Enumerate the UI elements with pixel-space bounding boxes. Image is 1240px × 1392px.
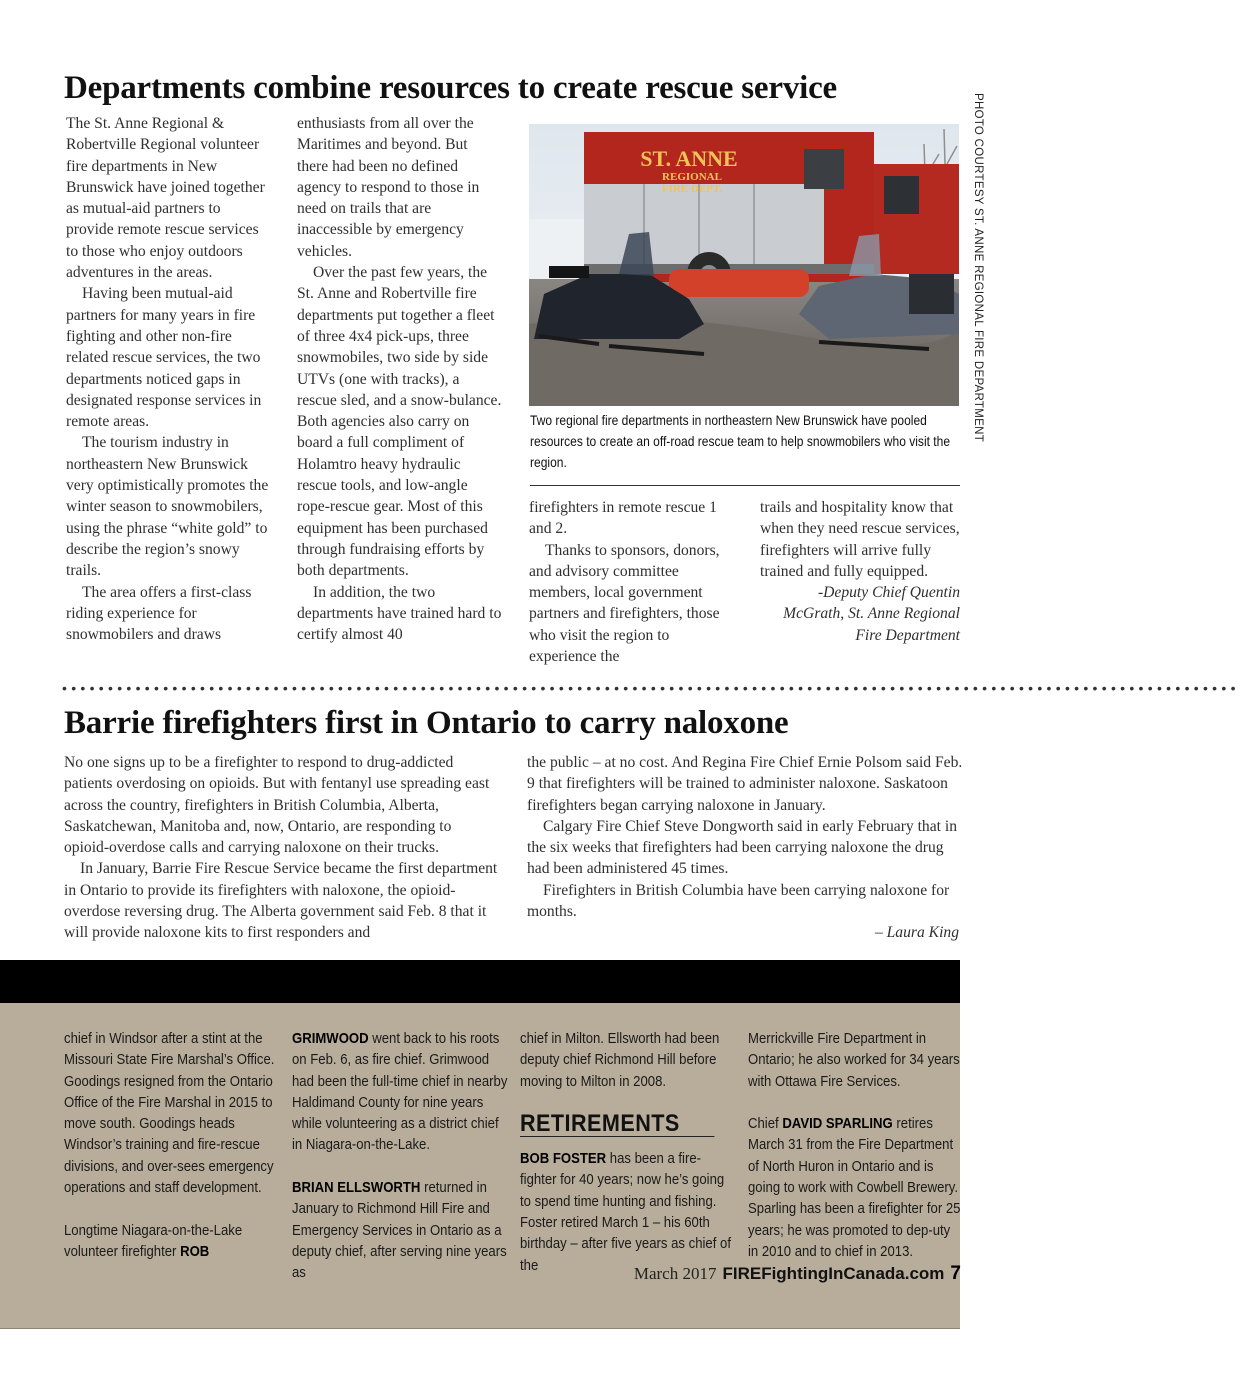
story2-column-right xyxy=(527,752,963,944)
story2-headline: Barrie firefighters first in Ontario to carry naloxone xyxy=(64,705,789,741)
photo-credit: PHOTO COURTESY ST. ANNE REGIONAL FIRE DEPARTMENT xyxy=(972,93,984,443)
paragraph xyxy=(292,1029,508,1157)
box-column-4 xyxy=(748,1029,964,1263)
photo-illustration xyxy=(529,124,959,406)
person-name: ROB xyxy=(180,1243,210,1260)
paragraph: Over the past few years, the St. Anne and Robertville fire departments put together a fleet of three 4x4 pick-ups, three snowmobiles, two side by side UTVs (one with tracks), a rescue sled, and a snow-bulance. Both agencies also carry on board a full compliment of Holamtro heavy hydraulic rescue tools, and low-angle rope-rescue gear. Most of this equipment has been purchased through fundraising efforts by both departments. xyxy=(297,264,502,580)
caption-divider xyxy=(530,485,960,486)
story1-column-2 xyxy=(297,113,502,645)
paragraph: Calgary Fire Chief Steve Dongworth said in early February that in the six weeks that firefighters had been carrying naloxone the drug had been administered 45 times. xyxy=(527,817,958,878)
paragraph: the public – at no cost. And Regina Fire Chief Ernie Polsom said Feb. 9 that firefighters will be trained to administer naloxone. Saskatoon firefighters began carrying naloxone in January. xyxy=(527,754,963,814)
text: has been a fire-fighter for 40 years; now he’s going to spend time hunting and fishing. Foster retired March 1 – his 60th birthday – after five years as chief of the xyxy=(520,1151,731,1274)
text: went back to his roots on Feb. 6, as fire chief. Grimwood had been the full-time chief in nearby Haldimand County for nine years while volunteering as a district chief in Niagara-on-the-Lake. xyxy=(292,1031,508,1154)
story2-column-left xyxy=(64,752,500,944)
story1-column-4 xyxy=(760,497,965,646)
paragraph: Merrickville Fire Department in Ontario; he also worked for 34 years with Ottawa Fire Services. xyxy=(748,1031,960,1090)
issue-date: March 2017 xyxy=(633,1264,717,1283)
story1-signature xyxy=(760,582,960,646)
text: returned in January to Richmond Hill Fire and Emergency Services in Ontario as a deputy chief, after serving nine years as xyxy=(292,1180,507,1282)
person-name: GRIMWOOD xyxy=(292,1031,369,1047)
person-name: DAVID SPARLING xyxy=(782,1116,893,1133)
paragraph: The St. Anne Regional & Robertville Regional volunteer fire departments in New Brunswick have joined together as mutual-aid partners to provide remote rescue services to those who enjoy outdoors adventures in the areas. xyxy=(66,115,265,282)
paragraph: In January, Barrie Fire Rescue Service became the first department in Ontario to provide its firefighters with naloxone, the opioid-overdose reversing drug. The Alberta government said Feb. 8 that it will provide naloxone kits to first responders and xyxy=(64,860,498,942)
person-name: BRIAN ELLSWORTH xyxy=(292,1180,421,1197)
paragraph: Firefighters in British Columbia have been carrying naloxone for months. xyxy=(527,881,950,921)
signature-line: -Deputy Chief Quentin xyxy=(817,584,960,602)
paragraph: The area offers a first-class riding experience for snowmobilers and draws xyxy=(66,583,252,644)
retirements-heading: RETIREMENTS xyxy=(520,1113,714,1137)
paragraph: trails and hospitality know that when they need rescue services, firefighters will arrive fully trained and fully equipped. xyxy=(760,499,960,580)
website: FIREFightingInCanada.com xyxy=(722,1264,945,1283)
paragraph xyxy=(292,1178,508,1284)
paragraph: No one signs up to be a firefighter to respond to drug-addicted patients overdosing on opioids. But with fentanyl use spreading east across the country, firefighters in British Columbia, Alberta, Saskatchewan, Manitoba and, now, Ontario, are responding to opioid-overdose calls and carrying naloxone on their trucks. xyxy=(64,754,490,857)
truck-sign-line3: FIRE DEPT. xyxy=(661,183,723,195)
truck-sign-line1: ST. ANNE xyxy=(640,146,738,171)
text: retires March 31 from the Fire Department of North Huron in Ontario and is going to work with Cowbell Brewery. Sparling has been a firefighter for 25 years; he was promoted to dep-uty in 2010 and to chief in 2013. xyxy=(748,1116,961,1260)
signature-line: McGrath, St. Anne Regional xyxy=(783,605,960,623)
paragraph: firefighters in remote rescue 1 and 2. xyxy=(529,499,717,538)
paragraph: The tourism industry in northeastern New Brunswick very optimistically promotes the winter season to snowmobilers, using the phrase “white gold” to describe the region’s snowy trails. xyxy=(66,434,269,580)
black-banner xyxy=(0,960,960,1003)
paragraph xyxy=(748,1114,964,1263)
paragraph xyxy=(64,1221,280,1264)
box-column-2 xyxy=(292,1029,508,1285)
dotted-divider: •••••••••••••••••••••••••••••••••••••••••••••••••••••••••••••••••••••••••••••••••••••••••••••••••••••••••••••••••••••••••••••••• xyxy=(62,680,1240,696)
story2-signature: – Laura King xyxy=(874,924,959,942)
paragraph: Thanks to sponsors, donors, and advisory committee members, local government partners and firefighters, those who visit the region to experience the xyxy=(529,541,720,666)
paragraph: In addition, the two departments have trained hard to certify almost 40 xyxy=(297,583,502,644)
person-name: BOB FOSTER xyxy=(520,1151,607,1168)
story1-column-3 xyxy=(529,497,734,667)
snowmobiles-fire-truck-photo xyxy=(529,124,959,406)
paragraph: chief in Windsor after a stint at the Missouri State Fire Marshal’s Office. Goodings resigned from the Ontario Office of the Fire Marshal in 2015 to move south. Goodings heads Windsor’s training and fire-rescue divisions, and over-sees emergency operations and staff development. xyxy=(64,1031,275,1197)
text: Longtime Niagara-on-the-Lake volunteer firefighter xyxy=(64,1222,243,1260)
signature-line: Fire Department xyxy=(855,626,960,644)
box-column-3 xyxy=(520,1029,736,1277)
page-footer xyxy=(634,1263,961,1285)
paragraph: enthusiasts from all over the Maritimes and beyond. But there had been no defined agency to respond to those in need on trails that are inaccessible by emergency vehicles. xyxy=(297,115,480,260)
story1-column-1 xyxy=(66,113,271,645)
truck-sign-line2: REGIONAL xyxy=(662,171,722,183)
story1-headline: Departments combine resources to create rescue service xyxy=(64,70,837,106)
paragraph: chief in Milton. Ellsworth had been deputy chief Richmond Hill before moving to Milton in 2008. xyxy=(520,1031,720,1090)
photo-caption: Two regional fire departments in northeastern New Brunswick have pooled resources to create an off-road rescue team to help snowmobilers who visit the region. xyxy=(530,412,951,470)
paragraph: Having been mutual-aid partners for many years in fire fighting and other non-fire related rescue services, the two departments noticed gaps in designated response services in remote areas. xyxy=(66,285,262,431)
page-number: 7 xyxy=(950,1263,961,1284)
box-column-1 xyxy=(64,1029,280,1263)
text: Chief xyxy=(748,1116,779,1133)
paragraph xyxy=(520,1149,736,1277)
